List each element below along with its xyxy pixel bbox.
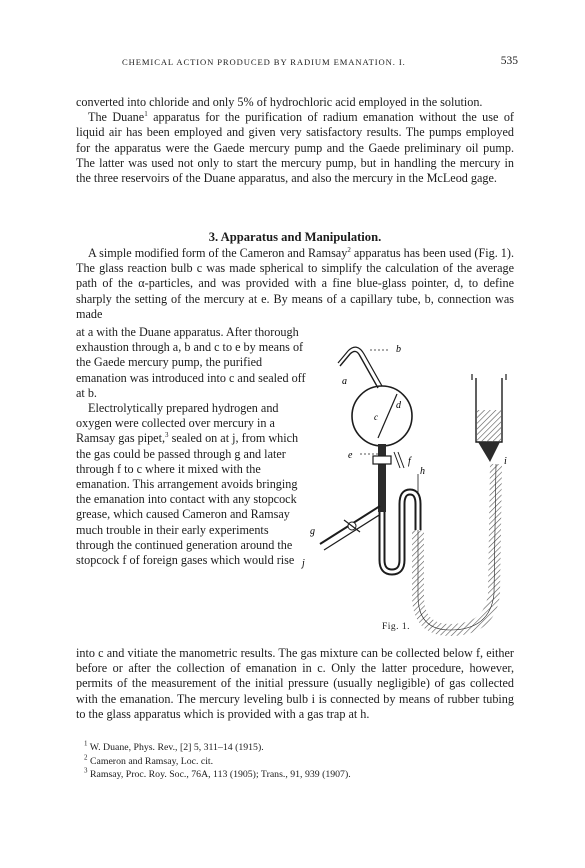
label-d: d (396, 400, 401, 411)
footnote-3-mark: 3 (84, 766, 88, 775)
paragraph-3 (76, 246, 514, 322)
label-g: g (310, 526, 315, 537)
label-b: b (396, 344, 401, 355)
footnote-2-text: Cameron and Ramsay, Loc. cit. (89, 755, 214, 767)
footnote-1 (84, 741, 514, 755)
footnote-1-text: W. Duane, Phys. Rev., [2] 5, 311–14 (1915). (89, 742, 264, 753)
label-c: c (374, 412, 378, 422)
running-title: CHEMICAL ACTION PRODUCED BY RADIUM EMANATION. I. (122, 57, 406, 67)
paragraph-1: converted into chloride and only 5% of hydrochloric acid employed in the solution. (76, 95, 483, 109)
rubber-tubing (418, 464, 496, 630)
side-arm-g (320, 506, 384, 550)
footnote-2-mark: 2 (84, 753, 88, 762)
paragraph-4-text-b: sealed on at j, from which the gas could be passed through g and later through f to c where it mixed with the emanation. This arrangement avoids bringing the emanation into contact with any stopcock grease, which caused Cameron and Ramsay much trouble in their early experiments through the continued generation around the stopcock f of foreign gases which would rise (76, 431, 299, 568)
footnote-2 (84, 755, 514, 769)
apparatus-drawing (300, 334, 514, 646)
footnotes (84, 741, 514, 782)
footnote-ref-3: 3 (165, 431, 169, 440)
paragraph-3-text-b: apparatus has been used (Fig. 1). The glass reaction bulb c was made spherical to simplify the calculation of the average path of the α-particles, and was provided with a fine blue-glass pointer, d, to define sharply the setting of the mercury at e. By means of a capillary tube, b, connection was made (76, 246, 514, 321)
paragraph-2 (76, 110, 514, 186)
paragraph-2-text-a: The Duane (88, 110, 145, 125)
paragraph-4-end: into c and vitiate the manometric results. The gas mixture can be collected below f, either before or after the collection of emanation in c. Only the latter procedure, however, permits of the measurement of the initial pressure (usually negligible) of gas collected with the emanation. The mercury leveling bulb i is connected by means of rubber tubing to the glass apparatus which is provided with a gas trap at h. (76, 646, 514, 721)
paragraph-4-text-a: Electrolytically prepared hydrogen and oxygen were collected over mercury in a Ramsay gas pipet, (76, 401, 279, 446)
body-text-section (76, 246, 514, 322)
body-text-column (76, 325, 308, 568)
footnote-ref-2: 2 (347, 245, 351, 254)
section-heading: 3. Apparatus and Manipulation. (208, 230, 382, 244)
leveling-bulb-i (472, 374, 506, 462)
stem-tube (360, 444, 386, 512)
paragraph-3-text-a: A simple modified form of the Cameron and Ramsay (88, 246, 348, 260)
footnote-3-text: Ramsay, Proc. Roy. Soc., 76A, 113 (1905); Trans., 91, 939 (1907). (89, 769, 351, 781)
label-h: h (420, 466, 425, 477)
apparatus-figure (300, 334, 514, 646)
figure-caption: Fig. 1. (382, 622, 411, 632)
page-number: 535 (500, 55, 518, 67)
body-text-top (76, 95, 514, 186)
label-e: e (348, 450, 353, 461)
reaction-bulb-c (352, 386, 412, 446)
paragraph-3-continued: at a with the Duane apparatus. After thorough exhaustion through a, b and c to e by means of the Gaede mercury pump, the purified emanation was introduced into c and sealed off at b. (76, 325, 306, 400)
footnote-1-mark: 1 (84, 739, 88, 748)
label-i: i (504, 456, 507, 467)
footnote-3 (84, 768, 514, 782)
label-f: f (408, 456, 411, 467)
label-a: a (342, 376, 347, 387)
label-j: j (302, 558, 305, 569)
running-header (76, 55, 518, 73)
footnote-ref-1: 1 (144, 110, 148, 119)
paragraph-2-text-b: apparatus for the purification of radium emanation without the use of liquid air has been employed and given very satisfactory results. The pumps employed for the apparatus were the Gaede mercury pump and the Gaede preliminary oil pump. The latter was used not only to start the mercury pump, but in handling the mercury in the three reservoirs of the Duane apparatus, and also the mercury in the McLeod gage. (76, 110, 514, 186)
paragraph-4 (76, 401, 308, 568)
body-text-bottom (76, 646, 514, 722)
